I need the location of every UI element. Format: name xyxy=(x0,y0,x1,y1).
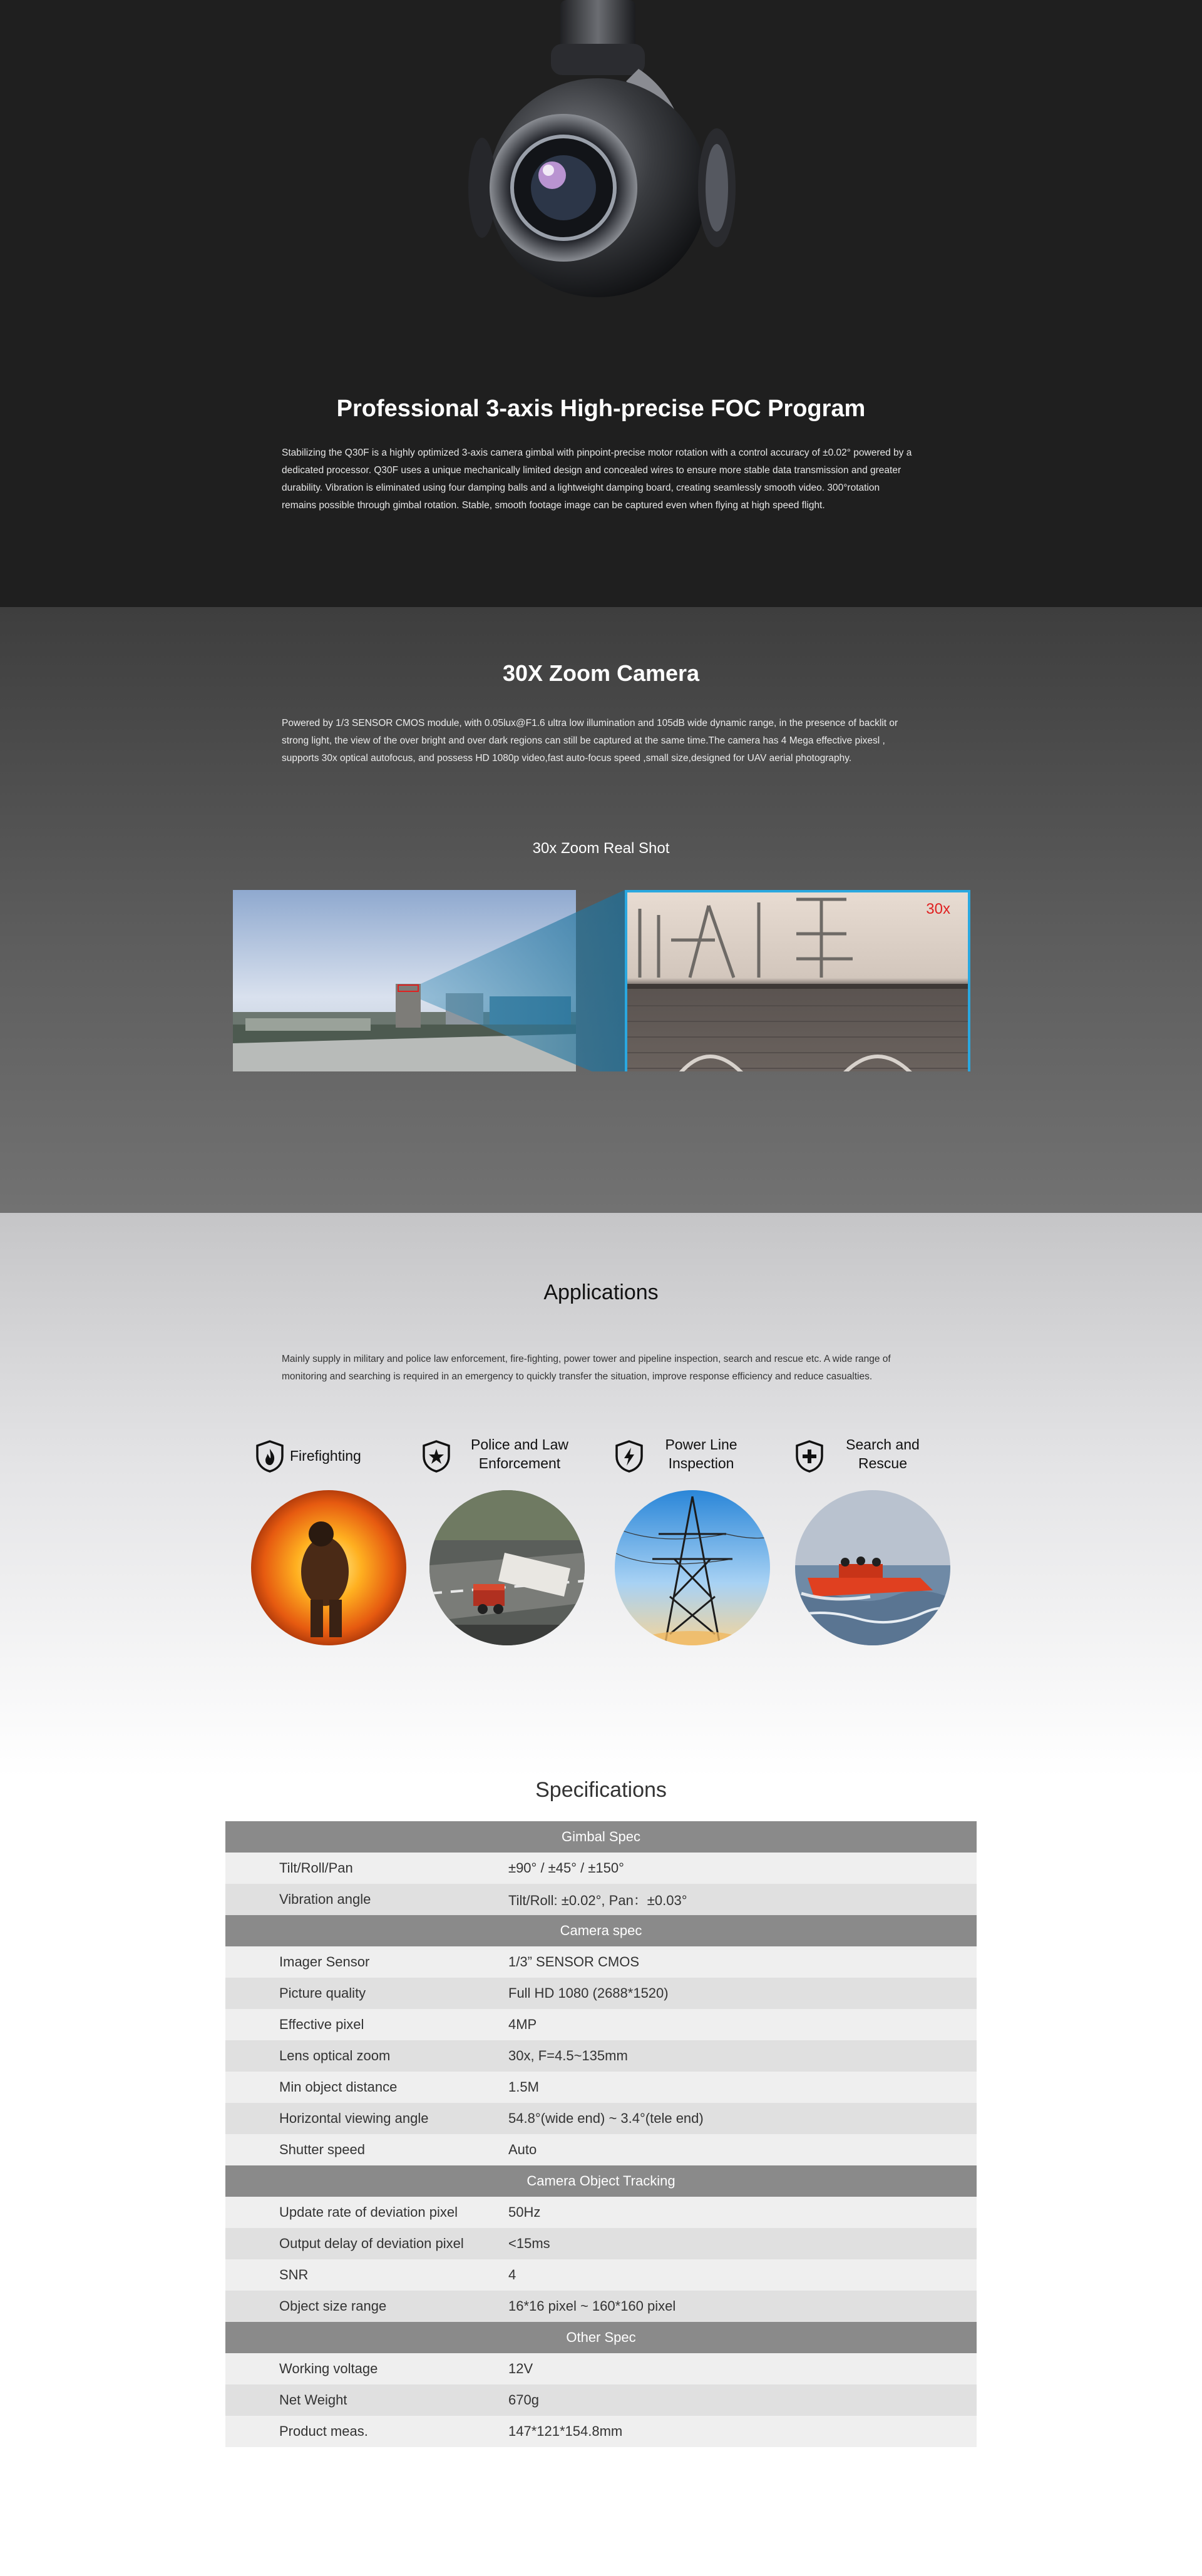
spec-row xyxy=(225,2384,977,2416)
zoom-badge: 30x xyxy=(926,901,950,917)
spec-value: 30x, F=4.5~135mm xyxy=(508,2048,628,2063)
spec-row xyxy=(225,2134,977,2165)
specifications-section xyxy=(0,1777,1202,2576)
spec-row xyxy=(225,2009,977,2040)
zoom-title: 30X Zoom Camera xyxy=(502,660,700,686)
spec-key: Imager Sensor xyxy=(279,1954,370,1970)
spec-key: SNR xyxy=(279,2267,309,2282)
app-search-rescue xyxy=(776,1435,952,1648)
app-power-line-inspection xyxy=(595,1435,770,1648)
app-header xyxy=(413,1435,588,1479)
spec-key: Product meas. xyxy=(279,2423,368,2439)
applications-description: Mainly supply in military and police law enforcement, fire-fighting, power tower and pipeline inspection, search and rescue etc. A wide range of monitoring and searching is required in an emergency to quickly transfer the situation, improve response efficiency and reduce casualties. xyxy=(282,1354,891,1382)
realshot-title: 30x Zoom Real Shot xyxy=(532,840,670,857)
app-label-firefighting: Firefighting xyxy=(290,1448,361,1464)
spec-row xyxy=(225,2072,977,2103)
spec-row xyxy=(225,2103,977,2134)
hero-description: Stabilizing the Q30F is a highly optimized 3-axis camera gimbal with pinpoint-precise motor rotation with a control accuracy of ±0.02° powered by a dedicated processor. Q30F uses a unique mechanically limited design and concealed wires to ensure more stable data transmission and greater durability. Vibration is eliminated using four damping balls and a lightweight damping board, creating seamlessly smooth video. 300°rotation remains possible through gimbal rotation. Stable, smooth footage image can be captured even when flying at high speed flight. xyxy=(282,447,912,511)
spec-row xyxy=(225,2291,977,2322)
spec-key: Horizontal viewing angle xyxy=(279,2110,429,2126)
spec-value: 16*16 pixel ~ 160*160 pixel xyxy=(508,2298,676,2314)
cross-shield-icon xyxy=(795,1440,824,1473)
app-label-police xyxy=(452,1435,587,1473)
spec-value: ±90° / ±45° / ±150° xyxy=(508,1860,624,1876)
spec-value: Full HD 1080 (2688*1520) xyxy=(508,1985,669,2001)
lightning-shield-icon xyxy=(615,1440,644,1473)
app-header xyxy=(595,1435,770,1479)
spec-key: Picture quality xyxy=(279,1985,366,2001)
app-label-power xyxy=(645,1435,758,1473)
spec-value: 147*121*154.8mm xyxy=(508,2423,623,2439)
spec-value: <15ms xyxy=(508,2236,550,2251)
app-header xyxy=(234,1435,409,1479)
close-shot-image xyxy=(626,891,969,1071)
spec-row xyxy=(225,1884,977,1915)
spec-key: Update rate of deviation pixel xyxy=(279,2204,458,2220)
spec-row xyxy=(225,2040,977,2072)
spec-value: 4MP xyxy=(508,2016,537,2032)
rescue-boat-photo xyxy=(795,1490,950,1645)
app-police-law-enforcement xyxy=(413,1435,588,1648)
spec-key: Vibration angle xyxy=(279,1891,371,1907)
spec-table xyxy=(225,1821,977,2447)
spec-key: Output delay of deviation pixel xyxy=(279,2236,464,2251)
spec-value: 1/3” SENSOR CMOS xyxy=(508,1954,640,1970)
applications-title: Applications xyxy=(543,1280,659,1304)
spec-value: 1.5M xyxy=(508,2079,539,2095)
truck-accident-photo xyxy=(429,1490,585,1645)
app-label-police-line1: Police and Law xyxy=(471,1436,568,1453)
spec-row xyxy=(225,2228,977,2259)
spec-value: Tilt/Roll: ±0.02°, Pan：±0.03° xyxy=(508,1892,687,1908)
app-label-power-line2: Inspection xyxy=(668,1455,734,1471)
spec-row xyxy=(225,1946,977,1978)
firefighter-photo xyxy=(251,1490,406,1645)
app-firefighting xyxy=(234,1435,409,1648)
applications-section xyxy=(0,1213,1202,1777)
spec-row xyxy=(225,1853,977,1884)
spec-row xyxy=(225,1978,977,2009)
app-label-rescue-line1: Search and xyxy=(846,1436,920,1453)
zoom-real-shot-comparison xyxy=(233,890,972,1071)
app-label-police-line2: Enforcement xyxy=(478,1455,561,1471)
spec-key: Net Weight xyxy=(279,2392,347,2408)
spec-row xyxy=(225,2259,977,2291)
spec-group-header: Camera Object Tracking xyxy=(225,2165,977,2197)
spec-row xyxy=(225,2197,977,2228)
spec-key: Shutter speed xyxy=(279,2142,365,2157)
spec-group-header: Camera spec xyxy=(225,1915,977,1946)
spec-key: Min object distance xyxy=(279,2079,398,2095)
star-shield-icon xyxy=(422,1440,451,1473)
app-label-rescue xyxy=(826,1435,939,1473)
spec-group-header: Gimbal Spec xyxy=(225,1821,977,1853)
spec-key: Object size range xyxy=(279,2298,387,2314)
spec-row xyxy=(225,2353,977,2384)
spec-key: Tilt/Roll/Pan xyxy=(279,1860,353,1876)
app-header xyxy=(776,1435,952,1479)
spec-value: 670g xyxy=(508,2392,539,2408)
power-tower-photo xyxy=(615,1490,770,1645)
spec-key: Lens optical zoom xyxy=(279,2048,391,2063)
app-label-rescue-line2: Rescue xyxy=(858,1455,907,1471)
spec-key: Effective pixel xyxy=(279,2016,364,2032)
zoom-camera-section xyxy=(0,607,1202,1213)
app-label-power-line1: Power Line xyxy=(665,1436,737,1453)
spec-group-header: Other Spec xyxy=(225,2322,977,2353)
hero-title: Professional 3-axis High-precise FOC Program xyxy=(336,396,866,422)
gimbal-camera-image xyxy=(438,0,764,338)
hero-section xyxy=(0,0,1202,607)
spec-row xyxy=(225,2416,977,2447)
spec-value: 12V xyxy=(508,2361,533,2376)
spec-value: 50Hz xyxy=(508,2204,541,2220)
spec-value: 54.8°(wide end) ~ 3.4°(tele end) xyxy=(508,2110,704,2126)
fire-shield-icon xyxy=(255,1440,284,1473)
spec-key: Working voltage xyxy=(279,2361,378,2376)
spec-value: 4 xyxy=(508,2267,516,2282)
spec-value: Auto xyxy=(508,2142,537,2157)
zoom-description: Powered by 1/3 SENSOR CMOS module, with 0.05lux@F1.6 ultra low illumination and 105dB wide dynamic range, in the presence of backlit or strong light, the view of the over bright and over dark regions can still be captured at the same time.The camera has 4 Mega effective pixesl , supports 30x optical autofocus, and possess HD 1080p video,fast auto-focus speed ,small size,designed for UAV aerial photography. xyxy=(282,718,898,764)
specifications-title: Specifications xyxy=(535,1778,667,1802)
